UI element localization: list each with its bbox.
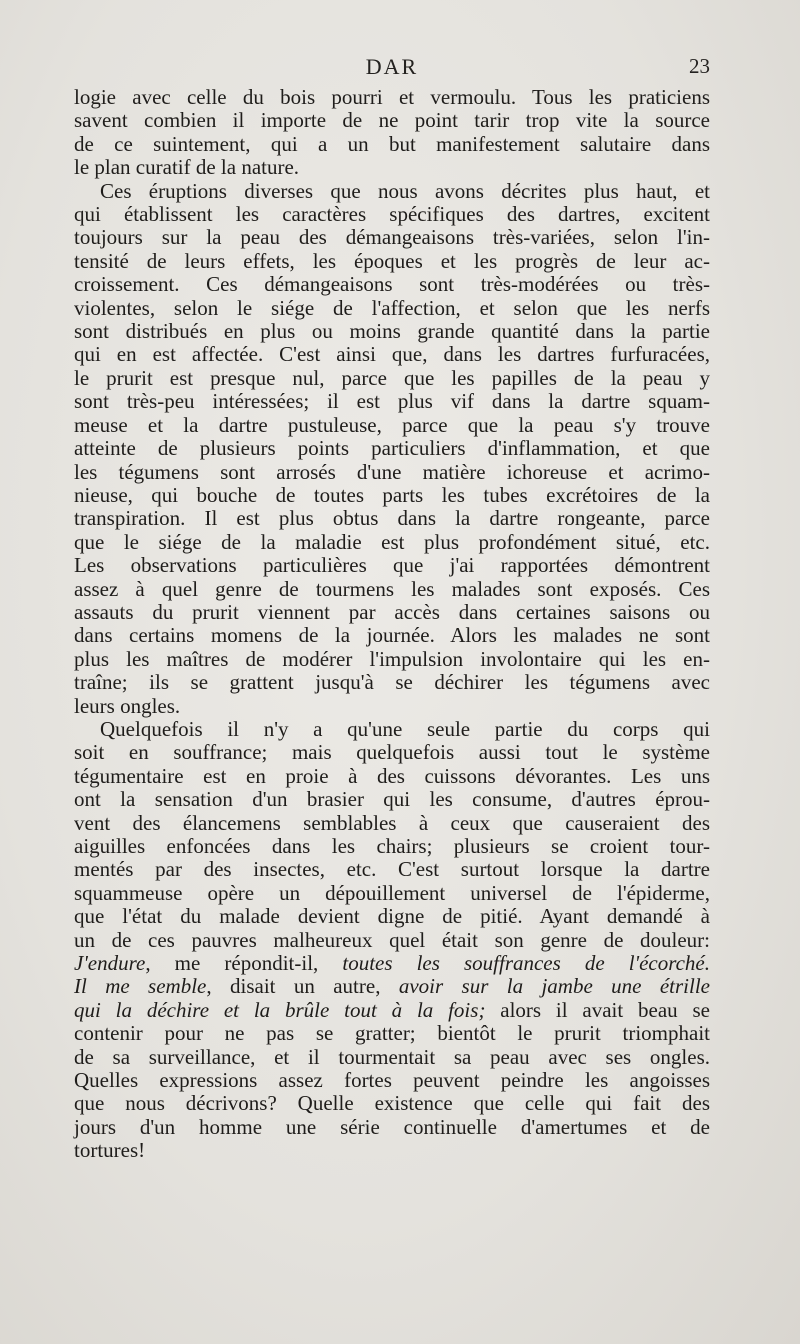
text-line: assauts du prurit viennent par accès dans certaines saisons ou: [74, 599, 710, 624]
italic-quote: qui la déchire et la brûle tout à la fois;: [74, 997, 486, 1022]
text-line: sont distribués en plus ou moins grande quantité dans la partie: [74, 319, 710, 344]
text-line: vent des élancemens semblables à ceux que causeraient des: [74, 810, 710, 835]
quoted-line: [74, 975, 710, 998]
paragraph: [74, 180, 710, 718]
text-line: plus les maîtres de modérer l'impulsion involontaire qui les en-: [74, 646, 710, 671]
text-line: dans certains momens de la journée. Alors les malades ne sont: [74, 623, 710, 648]
italic-quote: avoir sur la jambe une étrille: [398, 974, 710, 999]
text-line: ont la sensation d'un brasier qui les consume, d'autres éprou-: [74, 787, 710, 812]
text-line: Quelquefois il n'y a qu'une seule partie du corps qui: [100, 716, 710, 741]
text-line: Les observations particulières que j'ai rapportées démontrent: [74, 553, 710, 578]
text-line: le prurit est presque nul, parce que les papilles de la peau y: [74, 365, 710, 390]
text-line: logie avec celle du bois pourri et vermoulu. Tous les praticiens: [74, 85, 710, 109]
text-line: croissement. Ces démangeaisons sont très-modérées ou très-: [74, 272, 710, 297]
page-number: 23: [689, 54, 710, 78]
text-line: toujours sur la peau des démangeaisons très-variées, selon l'in-: [74, 225, 710, 250]
quoted-line: [74, 952, 710, 975]
text-line: les tégumens sont arrosés d'une matière ichoreuse et acrimo-: [74, 459, 710, 484]
text-line: de sa surveillance, et il tourmentait sa peau avec ses ongles.: [74, 1044, 710, 1069]
quoted-line: [74, 999, 710, 1022]
body-text: [74, 86, 710, 1163]
text-line: qui établissent les caractères spécifiques des dartres, excitent: [74, 202, 710, 227]
text-line: mentés par des insectes, etc. C'est surtout lorsque la dartre: [74, 857, 710, 882]
text-line: qui en est affectée. C'est ainsi que, dans les dartres furfuracées,: [74, 342, 710, 367]
text-line: assez à quel genre de tourmens les malades sont exposés. Ces: [74, 576, 710, 601]
text-line: le plan curatif de la nature.: [74, 155, 300, 180]
text-line: squammeuse opère un dépouillement universel de l'épiderme,: [74, 880, 710, 905]
running-title: DAR: [365, 54, 419, 79]
text-line: soit en souffrance; mais quelquefois aussi tout le système: [74, 740, 710, 765]
text-line: leurs ongles.: [74, 693, 181, 718]
text-line: atteinte de plusieurs points particuliers d'inflammation, et que: [74, 436, 710, 461]
text-line: tégumentaire est en proie à des cuissons dévorantes. Les uns: [74, 763, 710, 788]
text-line: que le siége de la maladie est plus profondément situé, etc.: [74, 529, 710, 554]
page-header: [74, 52, 710, 82]
text-line: que nous décrivons? Quelle existence que celle qui fait des: [74, 1091, 710, 1116]
text-line: jours d'un homme une série continuelle d'amertumes et de: [74, 1114, 710, 1139]
text-line: violentes, selon le siége de l'affection, et selon que les nerfs: [74, 295, 710, 320]
text-line: meuse et la dartre pustuleuse, parce que la peau s'y trouve: [74, 412, 710, 437]
text-line: transpiration. Il est plus obtus dans la dartre rongeante, parce: [74, 506, 710, 531]
text-line: nieuse, qui bouche de toutes parts les tubes excrétoires de la: [74, 482, 710, 507]
text-line: un de ces pauvres malheureux quel était son genre de douleur:: [74, 927, 710, 952]
text-line: de ce suintement, qui a un but manifestement salutaire dans: [74, 131, 710, 156]
text-line: savent combien il importe de ne point tarir trop vite la source: [74, 108, 710, 133]
text-line: tensité de leurs effets, les époques et les progrès de leur ac-: [74, 248, 710, 273]
text-line: contenir pour ne pas se gratter; bientôt le prurit triomphait: [74, 1021, 710, 1046]
text-line: traîne; ils se grattent jusqu'à se déchirer les tégumens avec: [74, 670, 710, 695]
text-line: Ces éruptions diverses que nous avons décrites plus haut, et: [100, 178, 710, 203]
paragraph: [74, 86, 710, 180]
italic-quote: toutes les souffrances de l'écorché.: [342, 951, 710, 976]
text-run: , me répondit-il,: [145, 951, 343, 976]
text-line: tortures!: [74, 1138, 146, 1163]
italic-quote: Il me semble: [74, 974, 207, 999]
paragraph: [74, 718, 710, 1163]
text-line: Quelles expressions assez fortes peuvent peindre les angoisses: [74, 1068, 710, 1093]
text-line: aiguilles enfoncées dans les chairs; plusieurs se croient tour-: [74, 834, 710, 858]
text-line: que l'état du malade devient digne de pitié. Ayant demandé à: [74, 904, 710, 929]
text-run: , disait un autre,: [206, 974, 399, 999]
italic-quote: J'endure: [74, 951, 146, 976]
text-line: sont très-peu intéressées; il est plus vif dans la dartre squam-: [74, 389, 710, 414]
text-run: alors il avait beau se: [485, 997, 710, 1022]
